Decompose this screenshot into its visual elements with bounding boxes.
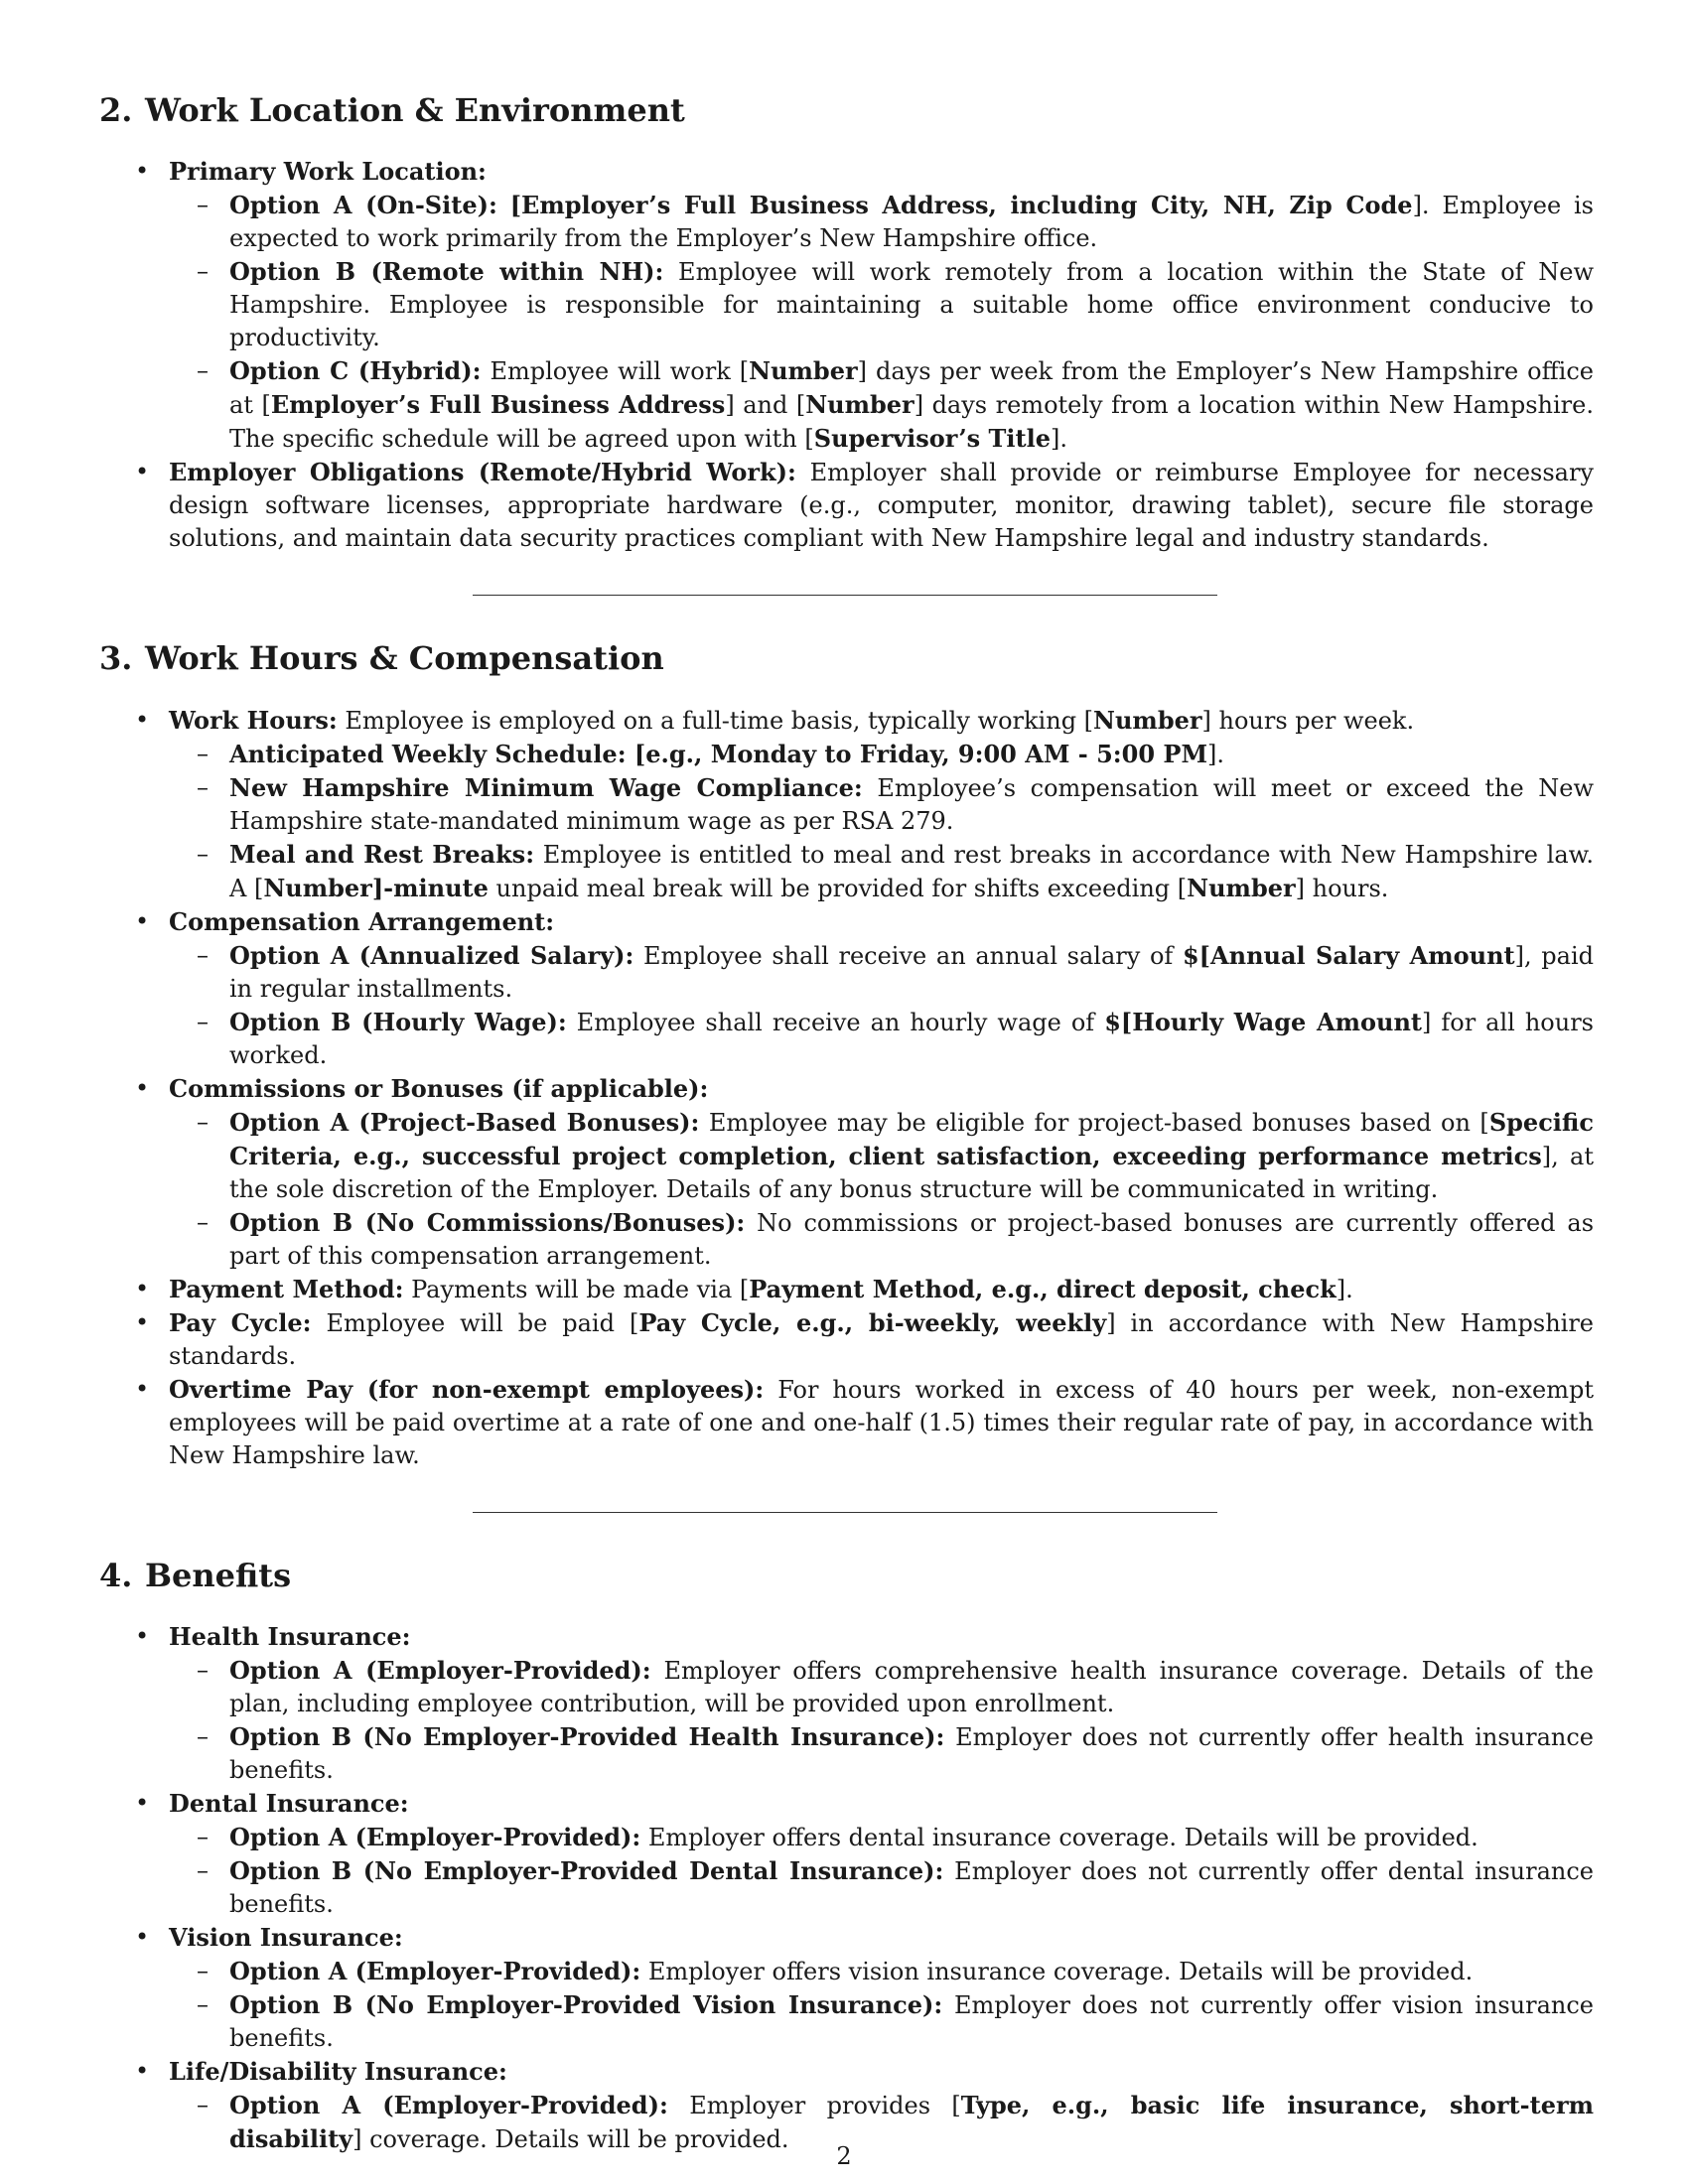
section-divider: [473, 1512, 1217, 1513]
section-number: 3.: [99, 639, 133, 678]
list-item-primary-work-location: • Primary Work Location: – Option A (On-Site): [Employer’s Full Business Address, including City, NH, Zip Code]. Employee is expected to work primarily from the Employer’s New Hampshire office. – Option B (Remote within NH): Employee will work remotely from a location within the State of New Hampshire. Employee is responsible for maintaining a suitable home office environment conducive to productivity. – Option C (Hybrid): Employee will work [Number] days per week from the Employer’s New Hampshire office at [Employer’s Full Business Address] and [Number] days remotely from a location within New Hampshire. The specific schedule will be agreed upon with [Supervisor’s Title].: [99, 155, 1594, 456]
sub-item-weekly-schedule: – Anticipated Weekly Schedule: [e.g., Monday to Friday, 9:00 AM - 5:00 PM].: [197, 739, 1225, 768]
sub-item-no-bonuses: – Option B (No Commissions/Bonuses): No commissions or project-based bonuses are currently offered as part of this compensation arrangement.: [197, 1207, 1595, 1270]
bullet-icon: •: [135, 1622, 150, 1651]
sub-item-dental-option-b: – Option B (No Employer-Provided Dental Insurance): Employer does not currently offer dental insurance benefits.: [197, 1856, 1594, 1919]
list-item-compensation: • Compensation Arrangement: – Option A (Annualized Salary): Employee shall receive an annual salary of $[Annual Salary Amount], paid in regular installments. – Option B (Hourly Wage): Employee shall receive an hourly wage of $[Hourly Wage Amount] for all hours worked.: [99, 905, 1594, 1072]
sub-item-hourly-wage: – Option B (Hourly Wage): Employee shall receive an hourly wage of $[Hourly Wage Amount] for all hours worked.: [197, 1007, 1594, 1069]
dash-icon: –: [197, 1722, 209, 1751]
sub-item-option-a-onsite: – Option A (On-Site): [Employer’s Full Business Address, including City, NH, Zip Code]. Employee is expected to work primarily from the Employer’s New Hampshire office.: [197, 191, 1594, 253]
list-item-employer-obligations: • Employer Obligations (Remote/Hybrid Work): Employer shall provide or reimburse Employee for necessary design software licenses, appropriate hardware (e.g., computer, monitor, drawing tablet), secure file storage solutions, and maintain data security practices compliant with New Hampshire legal and industry standards.: [135, 458, 1594, 553]
sub-item-health-option-a: – Option A (Employer-Provided): Employer offers comprehensive health insurance coverage. Details of the plan, including employee contribution, will be provided upon enrollment.: [197, 1656, 1594, 1718]
dash-icon: –: [197, 191, 209, 219]
list-item-life-disability-insurance: • Life/Disability Insurance: – Option A (Employer-Provided): Employer provides [Type, e.g., basic life insurance, short-term disability] coverage. Details will be provided.: [99, 2055, 1594, 2156]
section-number: 4.: [99, 1556, 133, 1594]
section-title: Work Location & Environment: [145, 91, 685, 129]
dash-icon: –: [197, 2091, 209, 2119]
sub-item-vision-option-a: – Option A (Employer-Provided): Employer offers vision insurance coverage. Details will be provided.: [197, 1957, 1474, 1986]
dash-icon: –: [197, 1856, 209, 1885]
section-number: 2.: [99, 91, 133, 129]
bullet-icon: •: [135, 1923, 150, 1952]
bullet-icon: •: [135, 1789, 150, 1818]
section-divider: [473, 595, 1217, 596]
dash-icon: –: [197, 1656, 209, 1685]
section-4-list: [99, 1620, 1594, 2156]
list-item-overtime: • Overtime Pay (for non-exempt employees): For hours worked in excess of 40 hours per week, non-exempt employees will be paid overtime at a rate of one and one-half (1.5) times their regular rate of pay, in accordance with New Hampshire law.: [135, 1374, 1595, 1469]
dash-icon: –: [197, 1990, 209, 2019]
bullet-icon: •: [135, 1374, 150, 1403]
bullet-icon: •: [135, 1073, 150, 1102]
sub-item-option-b-remote: – Option B (Remote within NH): Employee will work remotely from a location within the State of New Hampshire. Employee is responsible for maintaining a suitable home office environment conducive to productivity.: [197, 257, 1595, 352]
sub-item-life-option-a: – Option A (Employer-Provided): Employer provides [Type, e.g., basic life insurance, short-term disability] coverage. Details will be provided.: [197, 2091, 1594, 2154]
bullet-icon: •: [135, 458, 150, 486]
dash-icon: –: [197, 1823, 209, 1851]
section-3-heading: [99, 639, 1594, 677]
list-item-vision-insurance: • Vision Insurance: – Option A (Employer-Provided): Employer offers vision insurance coverage. Details will be provided. – Option B (No Employer-Provided Vision Insurance): Employer does not currently offer vision insurance benefits.: [99, 1921, 1594, 2055]
dash-icon: –: [197, 940, 209, 969]
sub-item-project-bonuses: – Option A (Project-Based Bonuses): Employee may be eligible for project-based bonuses based on [Specific Criteria, e.g., successful project completion, client satisfaction, exceeding performance metrics], at the sole discretion of the Employer. Details of any bonus structure will be communicated in writing.: [197, 1107, 1594, 1203]
page-number: 2: [836, 2142, 852, 2170]
dash-icon: –: [197, 1107, 209, 1136]
sub-item-dental-option-a: – Option A (Employer-Provided): Employer offers dental insurance coverage. Details will be provided.: [197, 1823, 1478, 1852]
list-item-dental-insurance: • Dental Insurance: – Option A (Employer-Provided): Employer offers dental insurance coverage. Details will be provided. – Option B (No Employer-Provided Dental Insurance): Employer does not currently offer dental insurance benefits.: [99, 1787, 1594, 1921]
dash-icon: –: [197, 356, 209, 385]
dash-icon: –: [197, 772, 209, 801]
dash-icon: –: [197, 257, 209, 286]
dash-icon: –: [197, 839, 209, 868]
dash-icon: –: [197, 1207, 209, 1236]
dash-icon: –: [197, 739, 209, 767]
list-item-work-hours: • Work Hours: Employee is employed on a full-time basis, typically working [Number] hours per week. – Anticipated Weekly Schedule: [e.g., Monday to Friday, 9:00 AM - 5:00 PM]. – New Hampshire Minimum Wage Compliance: Employee’s compensation will meet or exceed the New Hampshire state-mandated minimum wage as per RSA 279. – Meal and Rest Breaks: Employee is entitled to meal and rest breaks in accordance with New Hampshire law. A [Number]-minute unpaid meal break will be provided for shifts exceeding [Number] hours.: [99, 704, 1594, 905]
sub-item-vision-option-b: – Option B (No Employer-Provided Vision Insurance): Employer does not currently offer vision insurance benefits.: [197, 1990, 1595, 2053]
bullet-icon: •: [135, 2057, 150, 2086]
section-2-heading: [99, 91, 1594, 129]
bullet-icon: •: [135, 1307, 150, 1336]
section-3-list: [99, 704, 1594, 1472]
document-body: [99, 91, 1594, 2156]
sub-item-health-option-b: – Option B (No Employer-Provided Health Insurance): Employer does not currently offer health insurance benefits.: [197, 1722, 1594, 1785]
bullet-icon: •: [135, 157, 150, 186]
bullet-icon: •: [135, 705, 150, 734]
sub-item-option-c-hybrid: – Option C (Hybrid): Employee will work [Number] days per week from the Employer’s New Hampshire office at [Employer’s Full Business Address] and [Number] days remotely from a location within New Hampshire. The specific schedule will be agreed upon with [Supervisor’s Title].: [197, 356, 1594, 454]
dash-icon: –: [197, 1007, 209, 1035]
sub-item-minimum-wage: – New Hampshire Minimum Wage Compliance: Employee’s compensation will meet or exceed the New Hampshire state-mandated minimum wage as per RSA 279.: [197, 772, 1595, 835]
dash-icon: –: [197, 1957, 209, 1985]
bullet-icon: •: [135, 1274, 150, 1302]
list-item-payment-method: • Payment Method: Payments will be made via [Payment Method, e.g., direct deposit, check].: [135, 1274, 1353, 1303]
section-2-list: [99, 155, 1594, 555]
section-4-heading: [99, 1557, 1594, 1594]
sub-item-salary: – Option A (Annualized Salary): Employee shall receive an annual salary of $[Annual Salary Amount], paid in regular installments.: [197, 940, 1594, 1003]
sub-item-meal-breaks: – Meal and Rest Breaks: Employee is entitled to meal and rest breaks in accordance with New Hampshire law. A [Number]-minute unpaid meal break will be provided for shifts exceeding [Number] hours.: [197, 839, 1594, 902]
list-item-bonuses: • Commissions or Bonuses (if applicable): – Option A (Project-Based Bonuses): Employee may be eligible for project-based bonuses based on [Specific Criteria, e.g., successful project completion, client satisfaction, exceeding performance metrics], at the sole discretion of the Employer. Details of any bonus structure will be communicated in writing. – Option B (No Commissions/Bonuses): No commissions or project-based bonuses are currently offered as part of this compensation arrangement.: [99, 1072, 1594, 1273]
section-title: Benefits: [145, 1556, 292, 1594]
list-item-pay-cycle: • Pay Cycle: Employee will be paid [Pay Cycle, e.g., bi-weekly, weekly] in accordance with New Hampshire standards.: [135, 1307, 1595, 1370]
bullet-icon: •: [135, 906, 150, 935]
list-item-health-insurance: • Health Insurance: – Option A (Employer-Provided): Employer offers comprehensive health insurance coverage. Details of the plan, including employee contribution, will be provided upon enrollment. – Option B (No Employer-Provided Health Insurance): Employer does not currently offer health insurance benefits.: [99, 1620, 1594, 1787]
section-title: Work Hours & Compensation: [145, 639, 664, 678]
